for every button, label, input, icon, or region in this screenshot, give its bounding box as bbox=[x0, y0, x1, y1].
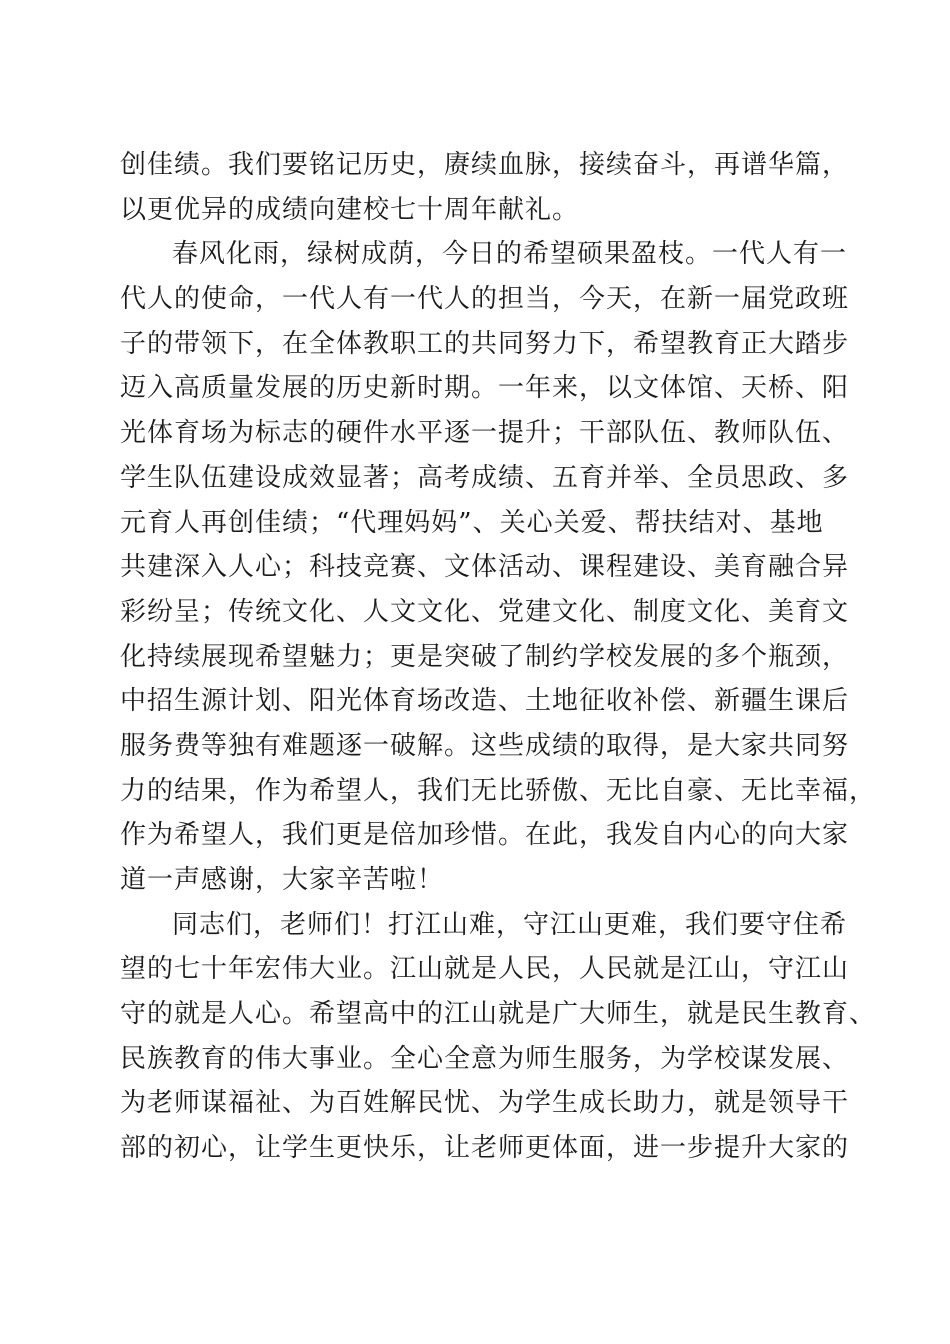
text-line: 光体育场为标志的硬件水平逐一提升；干部队伍、教师队伍、 bbox=[120, 418, 850, 449]
paragraph-2 bbox=[120, 232, 877, 902]
paragraph-3 bbox=[120, 903, 877, 1171]
text-line: 化持续展现希望魅力；更是突破了制约学校发展的多个瓶颈， bbox=[120, 641, 850, 672]
text-line: 彩纷呈；传统文化、人文文化、党建文化、制度文化、美育文 bbox=[120, 596, 850, 627]
text-line: 以更优异的成绩向建校七十周年献礼。 bbox=[120, 194, 580, 225]
text-line: 春风化雨，绿树成荫，今日的希望硕果盈枝。一代人有一 bbox=[172, 239, 848, 270]
text-line: 望的七十年宏伟大业。江山就是人民，人民就是江山，守江山 bbox=[120, 954, 850, 985]
text-line: 部的初心，让学生更快乐，让老师更体面，进一步提升大家的 bbox=[120, 1133, 850, 1164]
text-line: 为老师谋福祉、为百姓解民忧、为学生成长助力，就是领导干 bbox=[120, 1088, 850, 1119]
text-line: 力的结果，作为希望人，我们无比骄傲、无比自豪、无比幸福， bbox=[120, 775, 877, 806]
text-line: 迈入高质量发展的历史新时期。一年来，以文体馆、天桥、阳 bbox=[120, 373, 850, 404]
text-line: 作为希望人，我们更是倍加珍惜。在此，我发自内心的向大家 bbox=[120, 820, 850, 851]
text-line: 子的带领下，在全体教职工的共同努力下，希望教育正大踏步 bbox=[120, 328, 850, 359]
text-line: 代人的使命，一代人有一代人的担当，今天，在新一届党政班 bbox=[120, 284, 850, 315]
text-line: 道一声感谢，大家辛苦啦！ bbox=[120, 865, 445, 895]
text-line: 民族教育的伟大事业。全心全意为师生服务，为学校谋发展、 bbox=[120, 1043, 850, 1074]
document-body bbox=[120, 143, 877, 1171]
text-line: 中招生源计划、阳光体育场改造、土地征收补偿、新疆生课后 bbox=[120, 686, 850, 717]
text-line: 守的就是人心。希望高中的江山就是广大师生，就是民生教育、 bbox=[120, 999, 877, 1030]
text-line: 学生队伍建设成效显著；高考成绩、五育并举、全员思政、多 bbox=[120, 462, 850, 493]
text-line: 创佳绩。我们要铭记历史，赓续血脉，接续奋斗，再谱华篇， bbox=[120, 150, 850, 180]
text-line: 同志们，老师们！打江山难，守江山更难，我们要守住希 bbox=[172, 909, 848, 940]
paragraph-1 bbox=[120, 143, 850, 232]
text-line: 元育人再创佳绩；“代理妈妈”、关心关爱、帮扶结对、基地 bbox=[120, 507, 824, 538]
text-line: 共建深入人心；科技竞赛、文体活动、课程建设、美育融合异 bbox=[120, 552, 850, 583]
text-line: 服务费等独有难题逐一破解。这些成绩的取得，是大家共同努 bbox=[120, 730, 850, 761]
